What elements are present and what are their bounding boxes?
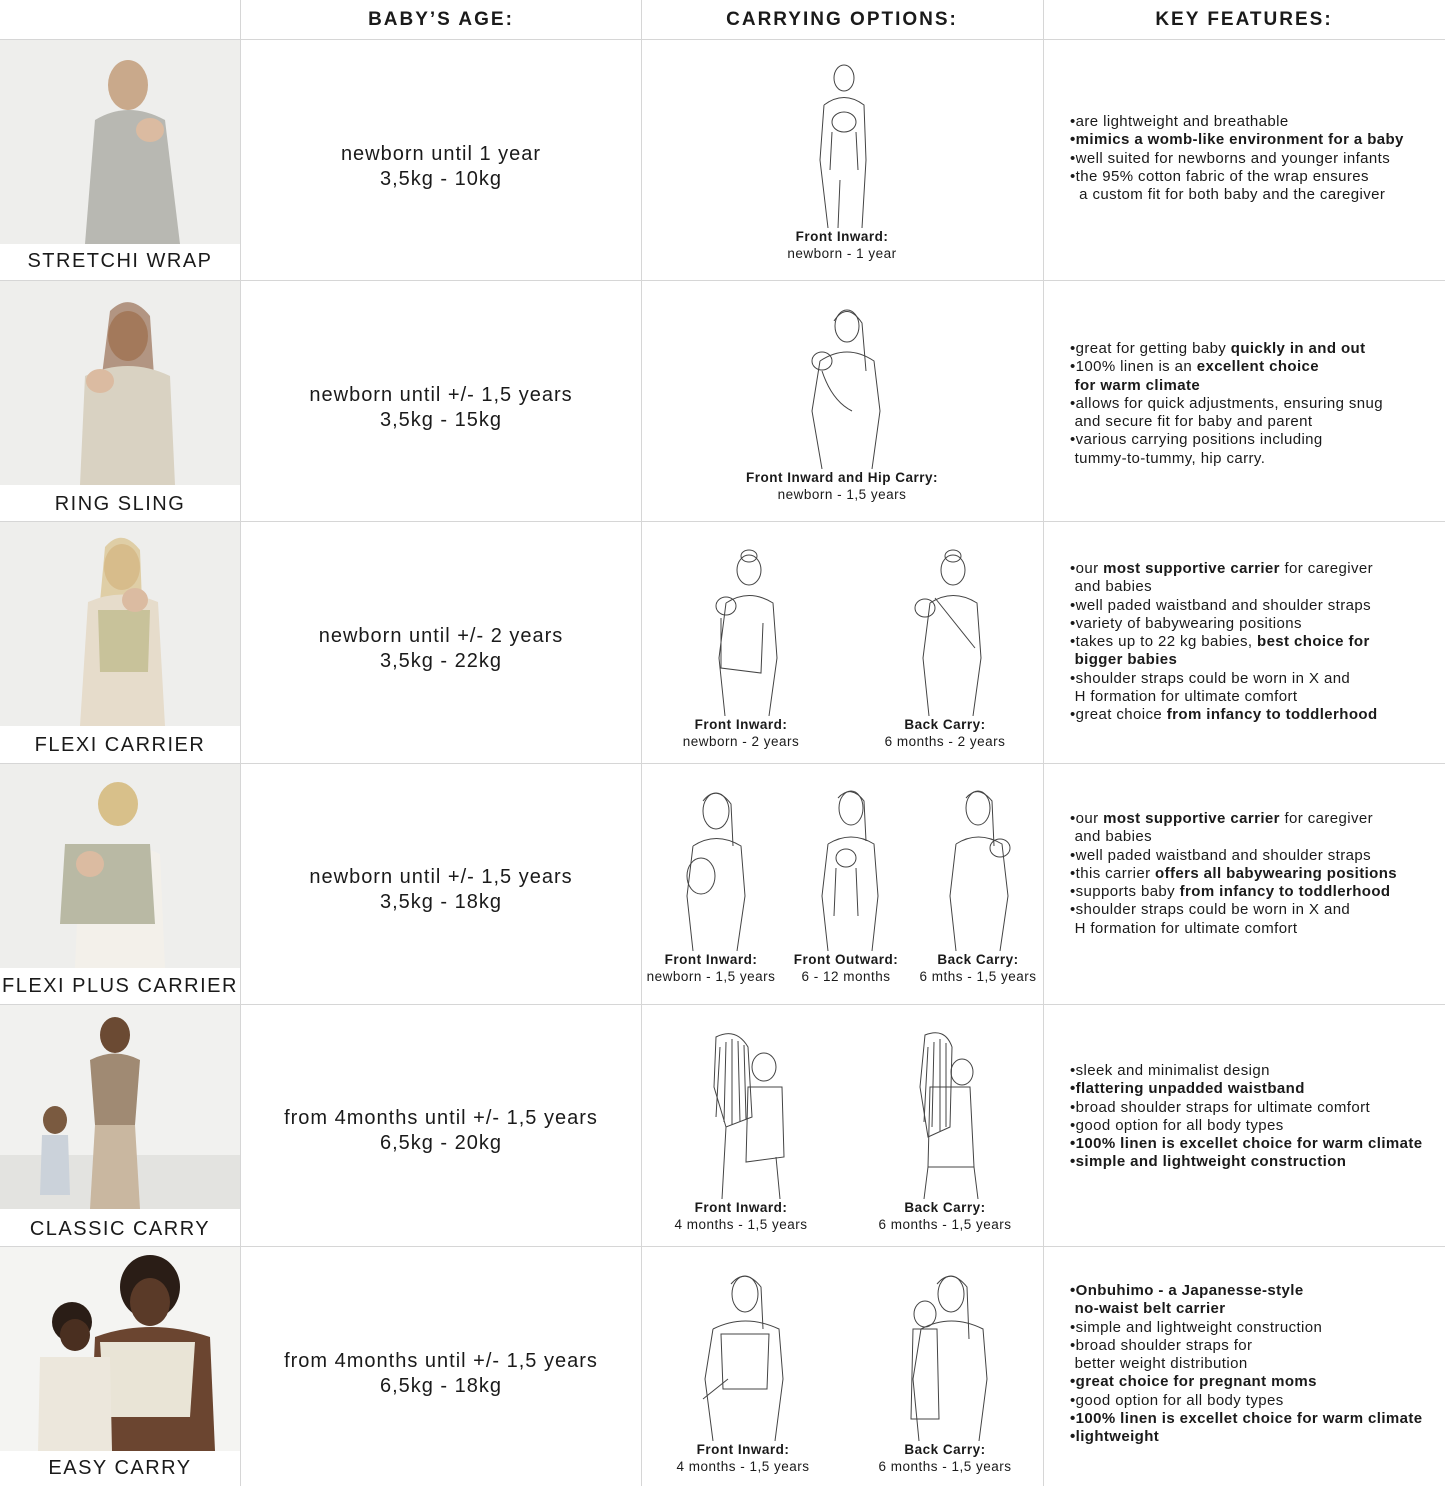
option-label: Back Carry: bbox=[937, 952, 1019, 967]
option-label: Front Inward: bbox=[694, 1200, 788, 1215]
carrying-option bbox=[855, 1269, 1035, 1475]
feature-text: •our bbox=[1070, 810, 1104, 827]
feature-item bbox=[1070, 450, 1445, 468]
product-photo bbox=[0, 522, 240, 726]
option-range: 4 months - 1,5 years bbox=[674, 1217, 808, 1232]
feature-text: •Onbuhimo - a Japanesse-style bbox=[1070, 1282, 1304, 1299]
feature-item bbox=[1070, 1319, 1445, 1337]
feature-item bbox=[1070, 883, 1445, 901]
feature-item bbox=[1070, 1135, 1445, 1153]
feature-item bbox=[1070, 431, 1445, 449]
option-range: newborn - 1,5 years bbox=[777, 487, 907, 502]
feature-item bbox=[1070, 413, 1445, 431]
carrying-options bbox=[641, 522, 1043, 763]
feature-text: for caregiver bbox=[1279, 810, 1374, 827]
carrying-option bbox=[855, 1027, 1035, 1233]
product-row-flexi-plus-carrier bbox=[0, 764, 1445, 1004]
key-features-list bbox=[1070, 560, 1445, 725]
feature-text: H formation for ultimate comfort bbox=[1070, 919, 1298, 937]
feature-text: •well suited for newborns and younger infants bbox=[1070, 149, 1391, 167]
feature-text: •lightweight bbox=[1070, 1428, 1160, 1446]
feature-text: for warm climate bbox=[1070, 376, 1201, 394]
feature-text: •well paded waistband and shoulder straps bbox=[1070, 846, 1371, 864]
feature-item bbox=[1070, 1099, 1445, 1117]
product-photo bbox=[0, 1005, 240, 1209]
carrying-sketch-icon bbox=[691, 548, 791, 716]
product-name: CLASSIC CARRY bbox=[29, 1218, 211, 1240]
option-range: 6 mths - 1,5 years bbox=[919, 969, 1037, 984]
feature-item bbox=[1070, 186, 1445, 204]
carrying-option bbox=[641, 786, 781, 985]
feature-text: •100% linen is an bbox=[1070, 358, 1197, 376]
key-features-list bbox=[1070, 113, 1445, 204]
option-label: Front Inward: bbox=[694, 717, 788, 732]
age-range: newborn until +/- 1,5 years bbox=[309, 866, 573, 888]
babys-age bbox=[241, 865, 641, 915]
weight-range: 3,5kg - 15kg bbox=[379, 409, 503, 431]
feature-text: H formation for ultimate comfort bbox=[1070, 688, 1298, 706]
feature-text: for caregiver bbox=[1279, 560, 1374, 577]
feature-text: most supportive carrier bbox=[1103, 560, 1280, 577]
feature-text: •broad shoulder straps for bbox=[1070, 1336, 1253, 1354]
babys-age bbox=[241, 1106, 641, 1156]
feature-text: best choice for bbox=[1257, 633, 1370, 651]
product-name: EASY CARRY bbox=[48, 1457, 192, 1479]
carrying-sketch-icon bbox=[890, 1027, 1000, 1199]
feature-text: •this carrier bbox=[1070, 864, 1156, 882]
feature-item bbox=[1070, 810, 1445, 828]
babys-age bbox=[241, 142, 641, 192]
option-label: Back Carry: bbox=[904, 1442, 986, 1457]
carrying-options bbox=[641, 764, 1043, 1004]
feature-text: most supportive carrier bbox=[1103, 810, 1280, 827]
carrying-sketch-icon bbox=[661, 786, 761, 951]
product-photo-placeholder bbox=[0, 281, 240, 485]
feature-text: •our bbox=[1070, 560, 1104, 577]
product-row-classic-carry bbox=[0, 1005, 1445, 1246]
babys-age bbox=[241, 383, 641, 433]
feature-item bbox=[1070, 1355, 1445, 1373]
feature-text: •100% linen is excellet choice for warm climate bbox=[1070, 1410, 1423, 1428]
key-features-list bbox=[1070, 810, 1445, 938]
option-label: Front Inward and Hip Carry: bbox=[745, 470, 938, 485]
feature-item bbox=[1070, 901, 1445, 919]
carrying-sketch-icon bbox=[895, 548, 995, 716]
feature-item bbox=[1070, 1153, 1445, 1171]
product-photo bbox=[0, 764, 240, 968]
feature-item bbox=[1070, 150, 1445, 168]
feature-item bbox=[1070, 1300, 1445, 1318]
feature-text: bigger babies bbox=[1070, 651, 1178, 669]
option-range: 6 months - 1,5 years bbox=[878, 1459, 1012, 1474]
feature-item bbox=[1070, 560, 1445, 578]
feature-text: •are lightweight and breathable bbox=[1070, 113, 1289, 130]
product-name: FLEXI PLUS CARRIER bbox=[2, 975, 238, 997]
feature-item bbox=[1070, 847, 1445, 865]
feature-text: •broad shoulder straps for ultimate comfort bbox=[1070, 1098, 1371, 1116]
age-range: from 4months until +/- 1,5 years bbox=[284, 1107, 598, 1129]
option-label: Back Carry: bbox=[904, 1200, 986, 1215]
weight-range: 3,5kg - 10kg bbox=[379, 168, 503, 190]
product-photo-placeholder bbox=[0, 40, 240, 244]
option-label: Front Inward: bbox=[795, 229, 889, 244]
feature-text: •the 95% cotton fabric of the wrap ensures bbox=[1070, 167, 1369, 185]
key-features-list bbox=[1070, 1282, 1445, 1447]
feature-item bbox=[1070, 578, 1445, 596]
feature-text: •flattering unpadded waistband bbox=[1070, 1080, 1305, 1098]
option-label: Front Inward: bbox=[696, 1442, 790, 1457]
feature-text: •great for getting baby bbox=[1070, 340, 1231, 357]
product-row-ring-sling bbox=[0, 281, 1445, 521]
feature-text: •simple and lightweight construction bbox=[1070, 1318, 1323, 1336]
product-row-stretchi-wrap bbox=[0, 40, 1445, 280]
babys-age bbox=[241, 1349, 641, 1399]
carrying-options bbox=[641, 281, 1043, 521]
weight-range: 3,5kg - 22kg bbox=[379, 650, 503, 672]
carrying-options bbox=[641, 1247, 1043, 1486]
age-range: newborn until +/- 2 years bbox=[318, 625, 564, 647]
age-range: from 4months until +/- 1,5 years bbox=[284, 1350, 598, 1372]
header-key-features: KEY FEATURES: bbox=[1155, 9, 1333, 30]
feature-item bbox=[1070, 131, 1445, 149]
feature-item bbox=[1070, 168, 1445, 186]
feature-text: •well paded waistband and shoulder straps bbox=[1070, 596, 1371, 614]
feature-item bbox=[1070, 395, 1445, 413]
option-range: 6 months - 1,5 years bbox=[878, 1217, 1012, 1232]
weight-range: 6,5kg - 20kg bbox=[379, 1132, 503, 1154]
product-row-flexi-carrier bbox=[0, 522, 1445, 763]
weight-range: 6,5kg - 18kg bbox=[379, 1375, 503, 1397]
carrying-option bbox=[911, 786, 1045, 985]
feature-text: from infancy to toddlerhood bbox=[1179, 883, 1391, 901]
feature-text: from infancy to toddlerhood bbox=[1166, 706, 1378, 724]
feature-text: and secure fit for baby and parent bbox=[1070, 413, 1313, 431]
feature-item bbox=[1070, 1392, 1445, 1410]
feature-text: no-waist belt carrier bbox=[1070, 1300, 1226, 1318]
feature-text: •allows for quick adjustments, ensuring snug bbox=[1070, 394, 1384, 412]
feature-item bbox=[1070, 1117, 1445, 1135]
carrying-option bbox=[784, 786, 908, 985]
feature-item bbox=[1070, 113, 1445, 131]
feature-item bbox=[1070, 670, 1445, 688]
feature-text: •takes up to 22 kg babies, bbox=[1070, 633, 1257, 651]
feature-text: •good option for all body types bbox=[1070, 1116, 1284, 1134]
age-range: newborn until +/- 1,5 years bbox=[309, 384, 573, 406]
carrying-option bbox=[742, 60, 942, 262]
feature-text: •good option for all body types bbox=[1070, 1391, 1284, 1409]
feature-text: and babies bbox=[1070, 578, 1152, 596]
key-features-list bbox=[1070, 1062, 1445, 1172]
feature-item bbox=[1070, 828, 1445, 846]
product-photo-placeholder bbox=[0, 522, 240, 726]
option-label: Back Carry: bbox=[904, 717, 986, 732]
feature-text: •shoulder straps could be worn in X and bbox=[1070, 669, 1351, 687]
carrying-option bbox=[692, 301, 992, 503]
feature-text: better weight distribution bbox=[1070, 1355, 1248, 1373]
key-features-list bbox=[1070, 340, 1445, 468]
feature-text: •shoulder straps could be worn in X and bbox=[1070, 901, 1351, 919]
babys-age bbox=[241, 624, 641, 674]
feature-item bbox=[1070, 377, 1445, 395]
product-photo-placeholder bbox=[0, 764, 240, 968]
option-range: 6 - 12 months bbox=[801, 969, 891, 984]
age-range: newborn until 1 year bbox=[340, 143, 542, 165]
feature-item bbox=[1070, 706, 1445, 724]
carrying-sketch-icon bbox=[796, 786, 896, 951]
feature-item bbox=[1070, 1080, 1445, 1098]
weight-range: 3,5kg - 18kg bbox=[379, 891, 503, 913]
feature-text: •variety of babywearing positions bbox=[1070, 614, 1302, 632]
carrying-options bbox=[641, 1005, 1043, 1246]
product-name: RING SLING bbox=[54, 493, 186, 515]
feature-text: •great choice for pregnant moms bbox=[1070, 1373, 1317, 1391]
carrying-sketch-icon bbox=[792, 301, 892, 469]
product-photo-placeholder bbox=[0, 1005, 240, 1209]
carrying-option bbox=[653, 1269, 833, 1475]
feature-item bbox=[1070, 1337, 1445, 1355]
feature-item bbox=[1070, 865, 1445, 883]
option-range: 6 months - 2 years bbox=[884, 734, 1006, 749]
carrying-sketch-icon bbox=[686, 1027, 796, 1199]
header-carrying-options: CARRYING OPTIONS: bbox=[726, 9, 958, 30]
option-label: Front Inward: bbox=[664, 952, 758, 967]
product-name: STRETCHI WRAP bbox=[27, 250, 213, 272]
feature-text: •various carrying positions including bbox=[1070, 431, 1323, 449]
option-range: newborn - 1,5 years bbox=[646, 969, 776, 984]
product-photo bbox=[0, 281, 240, 485]
product-row-easy-carry bbox=[0, 1247, 1445, 1486]
feature-text: tummy-to-tummy, hip carry. bbox=[1070, 449, 1266, 467]
carrying-option bbox=[651, 1027, 831, 1233]
feature-item bbox=[1070, 633, 1445, 651]
feature-item bbox=[1070, 340, 1445, 358]
feature-item bbox=[1070, 920, 1445, 938]
option-label: Front Outward: bbox=[793, 952, 899, 967]
feature-text: •sleek and minimalist design bbox=[1070, 1062, 1270, 1079]
product-name: FLEXI CARRIER bbox=[34, 734, 206, 756]
feature-text: and babies bbox=[1070, 828, 1152, 846]
carrying-options bbox=[641, 40, 1043, 280]
carrying-sketch-icon bbox=[928, 786, 1028, 951]
feature-item bbox=[1070, 358, 1445, 376]
feature-text: •simple and lightweight construction bbox=[1070, 1153, 1347, 1171]
carrying-sketch-icon bbox=[683, 1269, 803, 1441]
feature-text: •mimics a womb-like environment for a baby bbox=[1070, 131, 1404, 149]
carrying-option bbox=[651, 548, 831, 750]
feature-text: quickly in and out bbox=[1230, 340, 1366, 357]
feature-text: •great choice bbox=[1070, 706, 1167, 724]
feature-item bbox=[1070, 651, 1445, 669]
feature-item bbox=[1070, 1282, 1445, 1300]
product-photo bbox=[0, 1247, 240, 1451]
feature-item bbox=[1070, 688, 1445, 706]
feature-item bbox=[1070, 1062, 1445, 1080]
feature-text: •supports baby bbox=[1070, 883, 1180, 901]
header-babys-age: BABY’S AGE: bbox=[368, 9, 514, 30]
feature-text: a custom fit for both baby and the caregiver bbox=[1070, 186, 1386, 204]
feature-item bbox=[1070, 1373, 1445, 1391]
option-range: newborn - 1 year bbox=[787, 246, 897, 261]
feature-text: excellent choice bbox=[1196, 358, 1319, 376]
feature-item bbox=[1070, 615, 1445, 633]
feature-item bbox=[1070, 1410, 1445, 1428]
carrying-sketch-icon bbox=[885, 1269, 1005, 1441]
product-photo bbox=[0, 40, 240, 244]
feature-text: offers all babywearing positions bbox=[1155, 864, 1398, 882]
feature-text: •100% linen is excellet choice for warm climate bbox=[1070, 1135, 1423, 1153]
carrying-sketch-icon bbox=[802, 60, 882, 228]
product-photo-placeholder bbox=[0, 1247, 240, 1451]
option-range: 4 months - 1,5 years bbox=[676, 1459, 810, 1474]
feature-item bbox=[1070, 597, 1445, 615]
option-range: newborn - 2 years bbox=[682, 734, 800, 749]
carrying-option bbox=[845, 548, 1045, 750]
feature-item bbox=[1070, 1428, 1445, 1446]
